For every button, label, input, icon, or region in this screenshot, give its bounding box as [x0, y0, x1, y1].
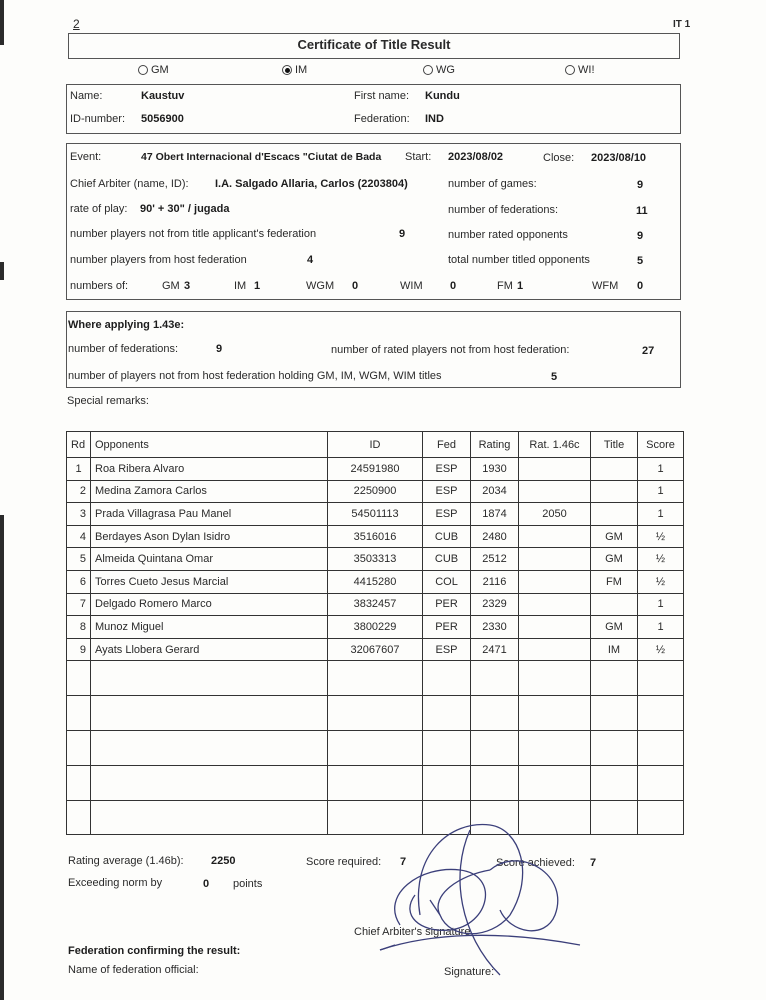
id-label: ID-number: — [70, 113, 126, 125]
cell-title: GM — [591, 525, 638, 548]
cell-opponent: Almeida Quintana Omar — [91, 548, 328, 571]
cell-id: 3832457 — [328, 593, 423, 616]
cell-rat146c — [519, 480, 591, 503]
form-code: IT 1 — [673, 19, 691, 30]
cell-opponent: Munoz Miguel — [91, 616, 328, 639]
cell-rating: 1874 — [471, 503, 519, 526]
count-wfm-label: WFM — [592, 280, 619, 292]
cell-score: 1 — [638, 458, 684, 481]
start-label: Start: — [405, 151, 432, 163]
scan-edge — [0, 262, 4, 280]
count-wgm-value: 0 — [352, 280, 359, 292]
cell-id: 54501113 — [328, 503, 423, 526]
table-row — [67, 570, 684, 593]
close-label: Close: — [543, 152, 575, 164]
cell-rating: 2480 — [471, 525, 519, 548]
name-value: Kaustuv — [141, 90, 185, 102]
close-date: 2023/08/10 — [591, 152, 647, 164]
radio-label: IM — [295, 64, 308, 76]
cell-score: 1 — [638, 480, 684, 503]
cell-score: ½ — [638, 525, 684, 548]
cell-rating: 2512 — [471, 548, 519, 571]
count-wgm-label: WGM — [306, 280, 335, 292]
radio-selected-icon — [282, 65, 292, 75]
cell-rating: 2330 — [471, 616, 519, 639]
cell-id: 4415280 — [328, 570, 423, 593]
event-name: 47 Obert Internacional d'Escacs "Ciutat de Bada — [141, 151, 382, 163]
cell-id: 24591980 — [328, 458, 423, 481]
radio-circle-icon — [423, 65, 433, 75]
cell-title: FM — [591, 570, 638, 593]
scan-edge — [0, 515, 4, 1000]
count-im-value: 1 — [254, 280, 261, 292]
radio-circle-icon — [138, 65, 148, 75]
cell-fed: PER — [423, 616, 471, 639]
table-row — [67, 616, 684, 639]
rated-opponents-label: number rated opponents — [448, 229, 568, 241]
empty-row — [67, 730, 684, 765]
cell-id: 3503313 — [328, 548, 423, 571]
header-rd: Rd — [67, 432, 91, 458]
page-number: 2 — [73, 17, 80, 31]
exceeding-label: Exceeding norm by — [68, 877, 163, 889]
header-fed: Fed — [423, 432, 471, 458]
cell-opponent: Ayats Llobera Gerard — [91, 638, 328, 661]
cell-fed: CUB — [423, 548, 471, 571]
cell-rating: 2329 — [471, 593, 519, 616]
name-label: Name: — [70, 90, 103, 102]
first-name-label: First name: — [354, 90, 410, 102]
rule-143e-federations-value: 9 — [216, 343, 223, 355]
title-box — [68, 33, 680, 59]
table-row — [67, 548, 684, 571]
numbers-of-label: numbers of: — [70, 280, 129, 292]
rate-value: 90' + 30" / jugada — [140, 203, 230, 215]
score-achieved-value: 7 — [590, 857, 597, 869]
radio-wim[interactable] — [565, 64, 595, 76]
special-remarks-label: Special remarks: — [67, 395, 149, 407]
table-header-row — [67, 432, 684, 458]
cell-score: ½ — [638, 548, 684, 571]
table-row — [67, 503, 684, 526]
score-required-label: Score required: — [306, 856, 382, 868]
handwritten-signature-icon — [340, 815, 590, 985]
header-rat146c: Rat. 1.46c — [519, 432, 591, 458]
cell-rd: 9 — [67, 638, 91, 661]
not-applicant-fed-value: 9 — [399, 228, 406, 240]
cell-rd: 6 — [67, 570, 91, 593]
arbiter-value: I.A. Salgado Allaria, Carlos (2203804) — [215, 178, 408, 190]
cell-id: 3800229 — [328, 616, 423, 639]
cell-rating: 1930 — [471, 458, 519, 481]
count-wim-label: WIM — [400, 280, 423, 292]
id-value: 5056900 — [141, 113, 184, 125]
empty-row — [67, 765, 684, 800]
event-info-box — [66, 143, 681, 300]
rule-143e-titled-value: 5 — [551, 371, 558, 383]
cell-opponent: Torres Cueto Jesus Marcial — [91, 570, 328, 593]
cell-score: 1 — [638, 616, 684, 639]
rating-average-value: 2250 — [211, 855, 236, 867]
score-required-value: 7 — [400, 856, 407, 868]
cell-fed: ESP — [423, 638, 471, 661]
opponents-table — [66, 431, 684, 835]
rated-opponents-value: 9 — [637, 230, 644, 242]
header-opponents: Opponents — [91, 432, 328, 458]
cell-fed: CUB — [423, 525, 471, 548]
cell-score: ½ — [638, 570, 684, 593]
cell-opponent: Roa Ribera Alvaro — [91, 458, 328, 481]
cell-fed: ESP — [423, 458, 471, 481]
cell-title — [591, 458, 638, 481]
rate-label: rate of play: — [70, 203, 128, 215]
federation-label: Federation: — [354, 113, 410, 125]
cell-opponent: Delgado Romero Marco — [91, 593, 328, 616]
cell-rating: 2471 — [471, 638, 519, 661]
cell-rd: 4 — [67, 525, 91, 548]
count-wim-value: 0 — [450, 280, 457, 292]
games-label: number of games: — [448, 178, 537, 190]
radio-im[interactable] — [282, 64, 307, 76]
radio-circle-icon — [565, 65, 575, 75]
cell-fed: ESP — [423, 503, 471, 526]
cell-score: 1 — [638, 593, 684, 616]
arbiter-label: Chief Arbiter (name, ID): — [70, 178, 189, 190]
cell-rating: 2116 — [471, 570, 519, 593]
host-fed-value: 4 — [307, 254, 314, 266]
table-row — [67, 638, 684, 661]
cell-rat146c — [519, 593, 591, 616]
count-gm-value: 3 — [184, 280, 191, 292]
cell-rat146c: 2050 — [519, 503, 591, 526]
cell-id: 32067607 — [328, 638, 423, 661]
cell-id: 3516016 — [328, 525, 423, 548]
page-title: Certificate of Title Result — [297, 37, 451, 52]
cell-title — [591, 593, 638, 616]
cell-rd: 2 — [67, 480, 91, 503]
exceeding-value: 0 — [203, 878, 210, 890]
table-row — [67, 525, 684, 548]
header-rating: Rating — [471, 432, 519, 458]
points-label: points — [233, 878, 263, 890]
count-fm-label: FM — [497, 280, 513, 292]
cell-title — [591, 503, 638, 526]
federation-value: IND — [425, 113, 444, 125]
first-name-value: Kundu — [425, 90, 460, 102]
rule-143e-federations-label: number of federations: — [68, 343, 179, 355]
cell-rd: 7 — [67, 593, 91, 616]
cell-rd: 3 — [67, 503, 91, 526]
cell-title: GM — [591, 548, 638, 571]
radio-label: GM — [151, 64, 169, 76]
radio-gm[interactable] — [138, 64, 169, 76]
arbiter-signature-label: Chief Arbiter's signature — [354, 926, 471, 938]
score-achieved-label: Score achieved: — [496, 857, 575, 869]
games-value: 9 — [637, 179, 644, 191]
count-gm-label: GM — [162, 280, 180, 292]
header-id: ID — [328, 432, 423, 458]
header-score: Score — [638, 432, 684, 458]
cell-fed: COL — [423, 570, 471, 593]
cell-opponent: Medina Zamora Carlos — [91, 480, 328, 503]
cell-rat146c — [519, 525, 591, 548]
cell-title — [591, 480, 638, 503]
count-im-label: IM — [234, 280, 247, 292]
rule-143e-rated-value: 27 — [642, 345, 655, 357]
cell-opponent: Berdayes Ason Dylan Isidro — [91, 525, 328, 548]
cell-score: ½ — [638, 638, 684, 661]
radio-label: WI! — [578, 64, 595, 76]
empty-row — [67, 661, 684, 696]
rule-143e-rated-label: number of rated players not from host federation: — [331, 344, 570, 356]
not-applicant-fed-label: number players not from title applicant's federation — [70, 228, 317, 240]
cell-rd: 5 — [67, 548, 91, 571]
count-fm-value: 1 — [517, 280, 524, 292]
cell-score: 1 — [638, 503, 684, 526]
empty-row — [67, 696, 684, 731]
federations-value: 11 — [636, 205, 648, 217]
cell-rat146c — [519, 616, 591, 639]
cell-rating: 2034 — [471, 480, 519, 503]
radio-wgm[interactable] — [423, 64, 455, 76]
cell-fed: ESP — [423, 480, 471, 503]
table-row — [67, 480, 684, 503]
titled-opponents-label: total number titled opponents — [448, 254, 590, 266]
start-date: 2023/08/02 — [448, 151, 504, 163]
rating-average-label: Rating average (1.46b): — [68, 855, 184, 867]
federation-confirming-label: Federation confirming the result: — [68, 945, 241, 957]
count-wfm-value: 0 — [637, 280, 644, 292]
scan-edge — [0, 0, 4, 45]
host-fed-label: number players from host federation — [70, 254, 247, 266]
cell-fed: PER — [423, 593, 471, 616]
cell-rat146c — [519, 570, 591, 593]
cell-rd: 8 — [67, 616, 91, 639]
federations-label: number of federations: — [448, 204, 559, 216]
cell-rat146c — [519, 548, 591, 571]
rule-143e-titled-label: number of players not from host federation holding GM, IM, WGM, WIM titles — [68, 370, 442, 382]
cell-id: 2250900 — [328, 480, 423, 503]
titled-opponents-value: 5 — [637, 255, 644, 267]
official-name-label: Name of federation official: — [68, 964, 199, 976]
table-row — [67, 593, 684, 616]
header-title: Title — [591, 432, 638, 458]
cell-rd: 1 — [67, 458, 91, 481]
cell-opponent: Prada Villagrasa Pau Manel — [91, 503, 328, 526]
table-row — [67, 458, 684, 481]
cell-rat146c — [519, 638, 591, 661]
cell-rat146c — [519, 458, 591, 481]
signature-label: Signature: — [444, 966, 495, 978]
cell-title: IM — [591, 638, 638, 661]
radio-label: WG — [436, 64, 455, 76]
event-label: Event: — [70, 151, 102, 163]
cell-title: GM — [591, 616, 638, 639]
rule-143e-heading: Where applying 1.43e: — [68, 319, 185, 331]
